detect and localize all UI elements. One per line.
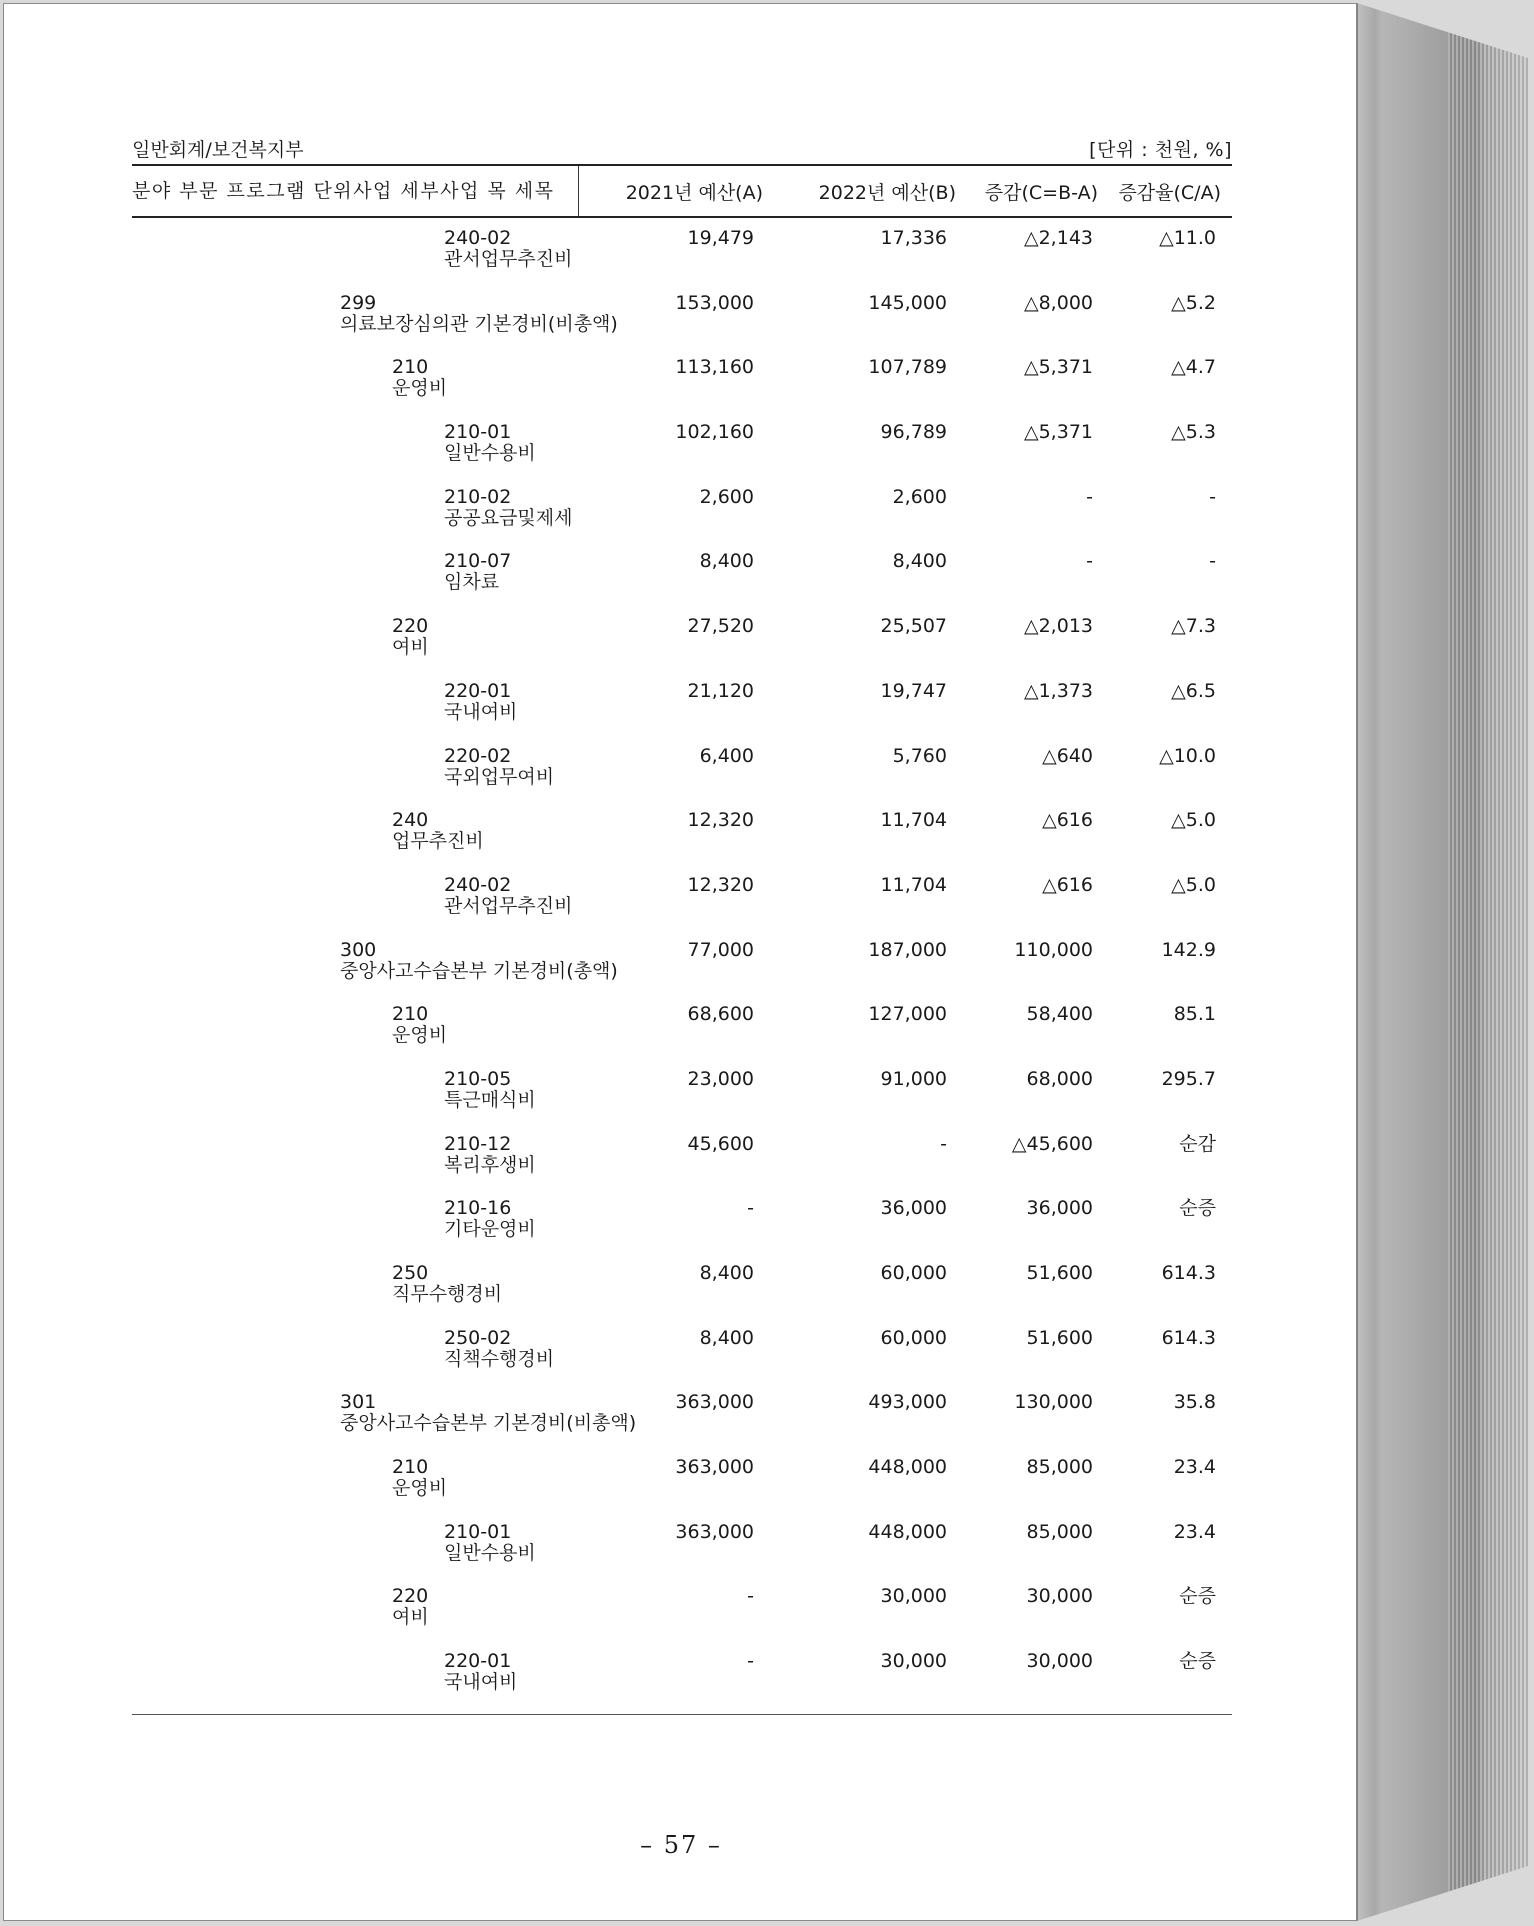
- value-change-rate: 614.3: [1161, 1326, 1216, 1349]
- row-code: 210-12: [444, 1132, 512, 1155]
- row-label: 기타운영비: [444, 1218, 536, 1241]
- value-change-rate: △5.2: [1171, 291, 1216, 314]
- value-change: 130,000: [1014, 1391, 1093, 1414]
- header-change: 증감(C=B-A): [984, 181, 1098, 204]
- value-change: 51,600: [1026, 1262, 1093, 1284]
- value-2022: 17,336: [880, 227, 947, 249]
- table-caption: [132, 136, 1232, 164]
- table-row: [132, 742, 1232, 807]
- header-2022: 2022년 예산(B): [818, 181, 956, 204]
- value-change-rate: 85.1: [1173, 1003, 1216, 1026]
- row-item-name: [132, 224, 578, 289]
- row-code: 220-01: [444, 1650, 512, 1673]
- row-label: 운영비: [392, 377, 448, 400]
- table-row: [132, 483, 1232, 548]
- row-item-name: [132, 806, 578, 871]
- table-row: [132, 871, 1232, 936]
- header-name: 분야 부문 프로그램 단위사업 세부사업 목 세목: [132, 166, 579, 216]
- value-2021: 12,320: [687, 873, 754, 896]
- row-label: 여비: [392, 636, 429, 659]
- value-2021: 12,320: [687, 809, 754, 832]
- value-change: △616: [1042, 809, 1093, 832]
- row-item-name: [132, 1130, 578, 1195]
- table-row: [132, 1453, 1232, 1518]
- value-change: △45,600: [1011, 1132, 1093, 1155]
- row-item-name: [132, 483, 578, 548]
- value-change-rate: 순감: [1179, 1132, 1216, 1155]
- row-item-name: [132, 1453, 578, 1518]
- table-row: [132, 289, 1232, 354]
- value-change: 85,000: [1026, 1456, 1093, 1479]
- table-row: [132, 677, 1232, 742]
- value-change-rate: △7.3: [1171, 615, 1216, 638]
- value-2021: 45,600: [687, 1132, 754, 1155]
- value-2022: 145,000: [868, 291, 947, 314]
- value-2021: 21,120: [687, 679, 754, 702]
- row-label: 직무수행경비: [392, 1283, 503, 1305]
- row-item-name: [132, 871, 578, 936]
- value-change: 110,000: [1014, 938, 1093, 961]
- row-item-name: [132, 1259, 578, 1324]
- row-label: 의료보장심의관 기본경비(비총액): [340, 312, 618, 335]
- row-label: 업무추진비: [392, 830, 484, 853]
- value-2021: 77,000: [687, 938, 754, 961]
- value-2022: 127,000: [868, 1003, 947, 1026]
- table-row: [132, 1130, 1232, 1195]
- row-item-name: [132, 547, 578, 612]
- table-row: [132, 1582, 1232, 1647]
- book-page-edge: [1357, 3, 1528, 1921]
- row-code: 210: [392, 1456, 429, 1479]
- value-change-rate: △5.3: [1171, 421, 1216, 444]
- table-row: [132, 224, 1232, 289]
- value-change-rate: △10.0: [1159, 744, 1216, 767]
- row-item-name: [132, 289, 618, 354]
- value-change: 30,000: [1026, 1585, 1093, 1608]
- row-code: 220-01: [444, 679, 512, 702]
- value-2021: -: [747, 1650, 754, 1673]
- value-2022: 5,760: [892, 744, 947, 767]
- row-label: 직책수행경비: [444, 1347, 555, 1370]
- value-change: △8,000: [1023, 291, 1093, 314]
- value-change-rate: △5.0: [1171, 873, 1216, 896]
- row-item-name: [132, 1194, 578, 1259]
- value-2021: -: [747, 1585, 754, 1608]
- row-label: 특근매식비: [444, 1088, 536, 1111]
- value-change-rate: 23.4: [1173, 1520, 1216, 1543]
- row-label: 여비: [392, 1606, 429, 1629]
- value-change: △1,373: [1023, 679, 1093, 702]
- value-change-rate: -: [1209, 485, 1216, 508]
- row-item-name: [132, 1647, 578, 1712]
- value-change-rate: 순증: [1179, 1650, 1216, 1673]
- value-2022: 36,000: [880, 1197, 947, 1220]
- table-row: [132, 1324, 1232, 1389]
- value-change-rate: 142.9: [1161, 938, 1216, 961]
- value-change-rate: △6.5: [1171, 679, 1216, 702]
- budget-table: [132, 136, 1232, 1712]
- row-code: 220-02: [444, 744, 512, 767]
- value-2022: 25,507: [880, 615, 947, 638]
- row-label: 운영비: [392, 1477, 448, 1500]
- table-row: [132, 612, 1232, 677]
- value-2022: 448,000: [868, 1520, 947, 1543]
- value-change: 85,000: [1026, 1520, 1093, 1543]
- value-change: 68,000: [1026, 1067, 1093, 1090]
- table-row: [132, 1259, 1232, 1324]
- row-code: 250-02: [444, 1326, 512, 1349]
- row-label: 중앙사고수습본부 기본경비(비총액): [340, 1412, 637, 1435]
- row-label: 일반수용비: [444, 442, 536, 465]
- row-code: 240: [392, 809, 429, 832]
- row-item-name: [132, 1065, 578, 1130]
- row-label: 관서업무추진비: [444, 248, 573, 270]
- value-2022: 60,000: [880, 1262, 947, 1284]
- value-2022: 91,000: [880, 1067, 947, 1090]
- value-change: -: [1086, 550, 1093, 573]
- row-code: 210: [392, 1003, 429, 1026]
- value-2021: 19,479: [687, 227, 754, 249]
- value-2022: -: [940, 1132, 947, 1155]
- table-bottom-rule: [132, 1714, 1232, 1715]
- table-row: [132, 936, 1232, 1001]
- value-2022: 30,000: [880, 1585, 947, 1608]
- row-code: 301: [340, 1391, 377, 1414]
- table-row: [132, 1518, 1232, 1583]
- row-code: 210-07: [444, 550, 512, 573]
- table-row: [132, 1194, 1232, 1259]
- value-change-rate: 순증: [1179, 1585, 1216, 1608]
- value-change: △5,371: [1023, 421, 1093, 444]
- row-code: 250: [392, 1262, 429, 1284]
- table-row: [132, 1647, 1232, 1712]
- table-row: [132, 1000, 1232, 1065]
- row-code: 220: [392, 615, 429, 638]
- value-change: 30,000: [1026, 1650, 1093, 1673]
- account-title: 일반회계/보건복지부: [132, 139, 304, 161]
- row-item-name: [132, 418, 578, 483]
- row-label: 국외업무여비: [444, 765, 555, 788]
- row-item-name: [132, 612, 578, 677]
- value-change-rate: 23.4: [1173, 1456, 1216, 1479]
- value-change: 51,600: [1026, 1326, 1093, 1349]
- value-2022: 30,000: [880, 1650, 947, 1673]
- value-change-rate: 순증: [1179, 1197, 1216, 1220]
- table-body: [132, 218, 1232, 1712]
- value-2021: 363,000: [675, 1456, 754, 1479]
- value-2021: 68,600: [687, 1003, 754, 1026]
- row-label: 복리후생비: [444, 1153, 536, 1176]
- row-item-name: [132, 1000, 578, 1065]
- value-2022: 11,704: [880, 873, 947, 896]
- row-code: 240-02: [444, 873, 512, 896]
- value-2021: 363,000: [675, 1520, 754, 1543]
- value-2022: 8,400: [892, 550, 947, 573]
- row-item-name: [132, 1518, 578, 1583]
- value-change: △616: [1042, 873, 1093, 896]
- value-2022: 96,789: [880, 421, 947, 444]
- row-code: 210-05: [444, 1067, 512, 1090]
- row-item-name: [132, 936, 618, 1001]
- row-code: 220: [392, 1585, 429, 1608]
- table-row: [132, 353, 1232, 418]
- value-2022: 448,000: [868, 1456, 947, 1479]
- value-2021: 6,400: [699, 744, 754, 767]
- row-code: 210: [392, 356, 429, 379]
- row-code: 210-01: [444, 421, 512, 444]
- value-change: △2,143: [1023, 227, 1093, 249]
- value-change-rate: △5.0: [1171, 809, 1216, 832]
- row-label: 운영비: [392, 1024, 448, 1047]
- value-change-rate: 295.7: [1161, 1067, 1216, 1090]
- value-change-rate: -: [1209, 550, 1216, 573]
- row-item-name: [132, 742, 578, 807]
- value-2022: 19,747: [880, 679, 947, 702]
- table-row: [132, 806, 1232, 871]
- value-2021: 153,000: [675, 291, 754, 314]
- value-2022: 107,789: [868, 356, 947, 379]
- value-2021: 23,000: [687, 1067, 754, 1090]
- value-2022: 493,000: [868, 1391, 947, 1414]
- row-code: 210-16: [444, 1197, 512, 1220]
- table-row: [132, 1065, 1232, 1130]
- value-2022: 2,600: [892, 485, 947, 508]
- row-label: 공공요금및제세: [444, 506, 573, 529]
- row-item-name: [132, 1388, 637, 1453]
- value-change-rate: 35.8: [1173, 1391, 1216, 1414]
- row-label: 국내여비: [444, 700, 518, 723]
- value-2022: 11,704: [880, 809, 947, 832]
- header-change-rate: 증감율(C/A): [1118, 181, 1221, 204]
- value-change-rate: △11.0: [1159, 227, 1216, 249]
- table-header: [132, 166, 1232, 216]
- value-change: -: [1086, 485, 1093, 508]
- value-change: △5,371: [1023, 356, 1093, 379]
- value-2021: 113,160: [675, 356, 754, 379]
- header-2021: 2021년 예산(A): [625, 181, 763, 204]
- value-change-rate: △4.7: [1171, 356, 1216, 379]
- value-2021: 8,400: [699, 1262, 754, 1284]
- table-row: [132, 418, 1232, 483]
- row-code: 240-02: [444, 227, 512, 249]
- value-change: 58,400: [1026, 1003, 1093, 1026]
- value-2021: 8,400: [699, 1326, 754, 1349]
- value-2021: 2,600: [699, 485, 754, 508]
- value-2021: 363,000: [675, 1391, 754, 1414]
- row-item-name: [132, 677, 578, 742]
- row-label: 관서업무추진비: [444, 894, 573, 917]
- row-code: 299: [340, 291, 377, 314]
- row-code: 210-02: [444, 485, 512, 508]
- value-2022: 60,000: [880, 1326, 947, 1349]
- document-page: [3, 3, 1357, 1921]
- row-label: 국내여비: [444, 1671, 518, 1694]
- row-label: 임차료: [444, 571, 500, 594]
- value-2021: -: [747, 1197, 754, 1220]
- row-label: 일반수용비: [444, 1541, 536, 1564]
- value-2021: 8,400: [699, 550, 754, 573]
- value-2021: 102,160: [675, 421, 754, 444]
- row-label: 중앙사고수습본부 기본경비(총액): [340, 959, 618, 982]
- row-item-name: [132, 1582, 578, 1647]
- row-item-name: [132, 1324, 578, 1389]
- value-2021: 27,520: [687, 615, 754, 638]
- value-change: △640: [1042, 744, 1093, 767]
- value-change: △2,013: [1023, 615, 1093, 638]
- row-item-name: [132, 353, 578, 418]
- row-code: 300: [340, 938, 377, 961]
- row-code: 210-01: [444, 1520, 512, 1543]
- table-row: [132, 547, 1232, 612]
- page-number: – 57 –: [640, 1831, 722, 1859]
- table-row: [132, 1388, 1232, 1453]
- value-2022: 187,000: [868, 938, 947, 961]
- value-change-rate: 614.3: [1161, 1262, 1216, 1284]
- unit-label: [단위 : 천원, %]: [1089, 139, 1232, 161]
- value-change: 36,000: [1026, 1197, 1093, 1220]
